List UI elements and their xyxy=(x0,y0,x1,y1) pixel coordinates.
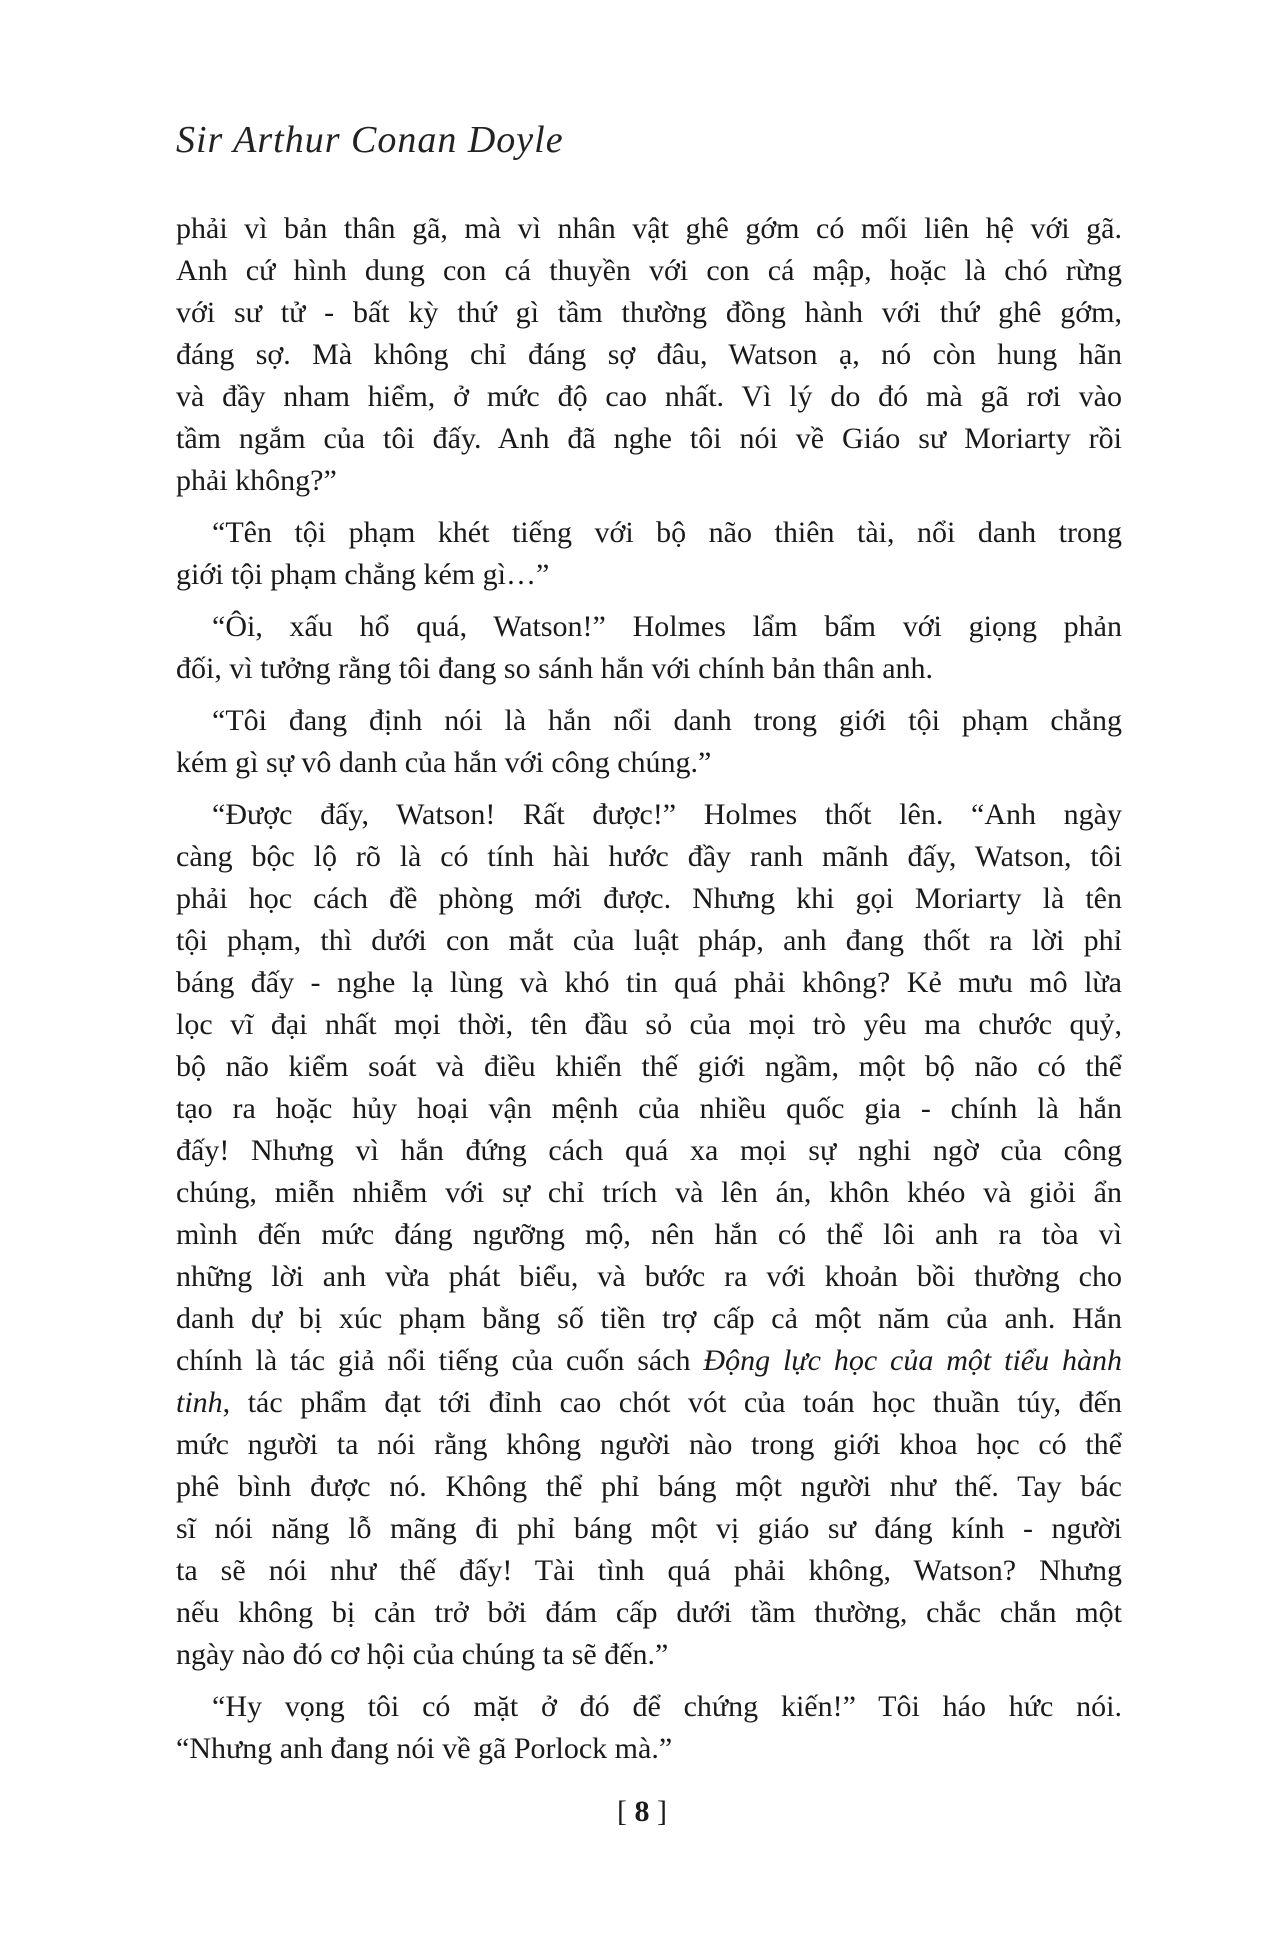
paragraph xyxy=(176,512,1122,596)
text-line xyxy=(176,878,1122,920)
text-line xyxy=(176,1550,1122,1592)
text-line xyxy=(176,1130,1122,1172)
paragraph xyxy=(176,700,1122,784)
text-segment: “Hy vọng tôi có mặt ở đó để chứng kiến!” Tôi háo hức nói. xyxy=(212,1690,1122,1723)
text-segment: tầm ngắm của tôi đấy. Anh đã nghe tôi nói về Giáo sư Moriarty rồi xyxy=(176,422,1122,455)
text-line xyxy=(176,836,1122,878)
text-line xyxy=(176,1508,1122,1550)
body-text xyxy=(176,208,1122,1780)
text-segment: mình đến mức đáng ngưỡng mộ, nên hắn có thể lôi anh ra tòa vì xyxy=(176,1218,1122,1251)
text-segment: phải không?” xyxy=(176,464,337,497)
text-line xyxy=(176,1256,1122,1298)
text-line xyxy=(176,700,1122,742)
text-line xyxy=(176,1686,1122,1728)
text-line xyxy=(176,1046,1122,1088)
text-line xyxy=(176,208,1122,250)
text-segment: “Tôi đang định nói là hắn nổi danh trong giới tội phạm chẳng xyxy=(212,704,1122,737)
text-line xyxy=(176,1592,1122,1634)
text-line xyxy=(176,554,1122,596)
text-line xyxy=(176,1004,1122,1046)
text-line xyxy=(176,1298,1122,1340)
text-line xyxy=(176,742,1122,784)
text-segment: lọc vĩ đại nhất mọi thời, tên đầu sỏ của mọi trò yêu ma chước quỷ, xyxy=(176,1008,1122,1041)
page-number-open-bracket: [ xyxy=(617,1795,627,1828)
text-line xyxy=(176,1466,1122,1508)
text-line xyxy=(176,1088,1122,1130)
page-number-close-bracket: ] xyxy=(657,1795,667,1828)
text-line xyxy=(176,512,1122,554)
text-segment: ta sẽ nói như thế đấy! Tài tình quá phải không, Watson? Nhưng xyxy=(176,1554,1122,1587)
text-segment: những lời anh vừa phát biểu, và bước ra với khoản bồi thường cho xyxy=(176,1260,1122,1293)
text-line xyxy=(176,292,1122,334)
text-line xyxy=(176,1214,1122,1256)
text-segment: nếu không bị cản trở bởi đám cấp dưới tầm thường, chắc chắn một xyxy=(176,1596,1122,1629)
text-segment: phải học cách đề phòng mới được. Nhưng khi gọi Moriarty là tên xyxy=(176,882,1122,915)
text-line xyxy=(176,250,1122,292)
text-segment: bộ não kiểm soát và điều khiển thế giới ngầm, một bộ não có thể xyxy=(176,1050,1122,1083)
text-segment: ngày nào đó cơ hội của chúng ta sẽ đến.” xyxy=(176,1638,669,1671)
text-line xyxy=(176,1172,1122,1214)
text-segment: đáng sợ. Mà không chỉ đáng sợ đâu, Watson ạ, nó còn hung hãn xyxy=(176,338,1122,371)
text-segment: báng đấy - nghe lạ lùng và khó tin quá phải không? Kẻ mưu mô lừa xyxy=(176,966,1122,999)
italic-book-title: Động lực học của một tiểu hành xyxy=(703,1344,1122,1377)
text-line xyxy=(176,920,1122,962)
text-segment: , tác phẩm đạt tới đỉnh cao chót vót của toán học thuần túy, đến xyxy=(222,1386,1122,1419)
italic-book-title: tinh xyxy=(176,1386,223,1419)
text-line xyxy=(176,794,1122,836)
text-segment: chính là tác giả nổi tiếng của cuốn sách xyxy=(176,1344,704,1377)
text-line xyxy=(176,1340,1122,1382)
text-line xyxy=(176,606,1122,648)
text-line xyxy=(176,334,1122,376)
text-line xyxy=(176,418,1122,460)
text-segment: Anh cứ hình dung con cá thuyền với con cá mập, hoặc là chó rừng xyxy=(176,254,1122,287)
paragraph xyxy=(176,606,1122,690)
text-segment: tội phạm, thì dưới con mắt của luật pháp, anh đang thốt ra lời phỉ xyxy=(176,924,1122,957)
text-segment: “Nhưng anh đang nói về gã Porlock mà.” xyxy=(176,1732,673,1765)
text-line xyxy=(176,648,1122,690)
page-number xyxy=(0,1795,1284,1829)
text-segment: sĩ nói năng lỗ mãng đi phỉ báng một vị giáo sư đáng kính - người xyxy=(176,1512,1122,1545)
text-segment: “Được đấy, Watson! Rất được!” Holmes thốt lên. “Anh ngày xyxy=(212,798,1122,831)
text-segment: chúng, miễn nhiễm với sự chỉ trích và lên án, khôn khéo và giỏi ẩn xyxy=(176,1176,1122,1209)
running-head-author: Sir Arthur Conan Doyle xyxy=(176,119,564,161)
text-segment: “Ôi, xấu hổ quá, Watson!” Holmes lẩm bẩm với giọng phản xyxy=(212,610,1122,643)
text-line xyxy=(176,460,1122,502)
text-segment: đối, vì tưởng rằng tôi đang so sánh hắn với chính bản thân anh. xyxy=(176,652,934,685)
text-segment: kém gì sự vô danh của hắn với công chúng.” xyxy=(176,746,712,779)
page-number-value: 8 xyxy=(634,1795,650,1828)
text-segment: với sư tử - bất kỳ thứ gì tầm thường đồng hành với thứ ghê gớm, xyxy=(176,296,1122,329)
text-segment: phê bình được nó. Không thể phỉ báng một người như thế. Tay bác xyxy=(176,1470,1122,1503)
text-line xyxy=(176,376,1122,418)
text-segment: danh dự bị xúc phạm bằng số tiền trợ cấp cả một năm của anh. Hắn xyxy=(176,1302,1122,1335)
text-line xyxy=(176,1634,1122,1676)
text-segment: và đầy nham hiểm, ở mức độ cao nhất. Vì lý do đó mà gã rơi vào xyxy=(176,380,1122,413)
paragraph xyxy=(176,794,1122,1676)
text-line xyxy=(176,1728,1122,1770)
paragraph xyxy=(176,1686,1122,1770)
text-segment: càng bộc lộ rõ là có tính hài hước đầy ranh mãnh đấy, Watson, tôi xyxy=(176,840,1122,873)
text-segment: tạo ra hoặc hủy hoại vận mệnh của nhiều quốc gia - chính là hắn xyxy=(176,1092,1122,1125)
text-line xyxy=(176,962,1122,1004)
text-line xyxy=(176,1424,1122,1466)
text-segment: đấy! Nhưng vì hắn đứng cách quá xa mọi sự nghi ngờ của công xyxy=(176,1134,1122,1167)
text-segment: giới tội phạm chẳng kém gì…” xyxy=(176,558,550,591)
text-segment: mức người ta nói rằng không người nào trong giới khoa học có thể xyxy=(176,1428,1122,1461)
paragraph xyxy=(176,208,1122,502)
text-segment: phải vì bản thân gã, mà vì nhân vật ghê gớm có mối liên hệ với gã. xyxy=(176,212,1122,245)
text-segment: “Tên tội phạm khét tiếng với bộ não thiên tài, nổi danh trong xyxy=(212,516,1122,549)
text-line xyxy=(176,1382,1122,1424)
